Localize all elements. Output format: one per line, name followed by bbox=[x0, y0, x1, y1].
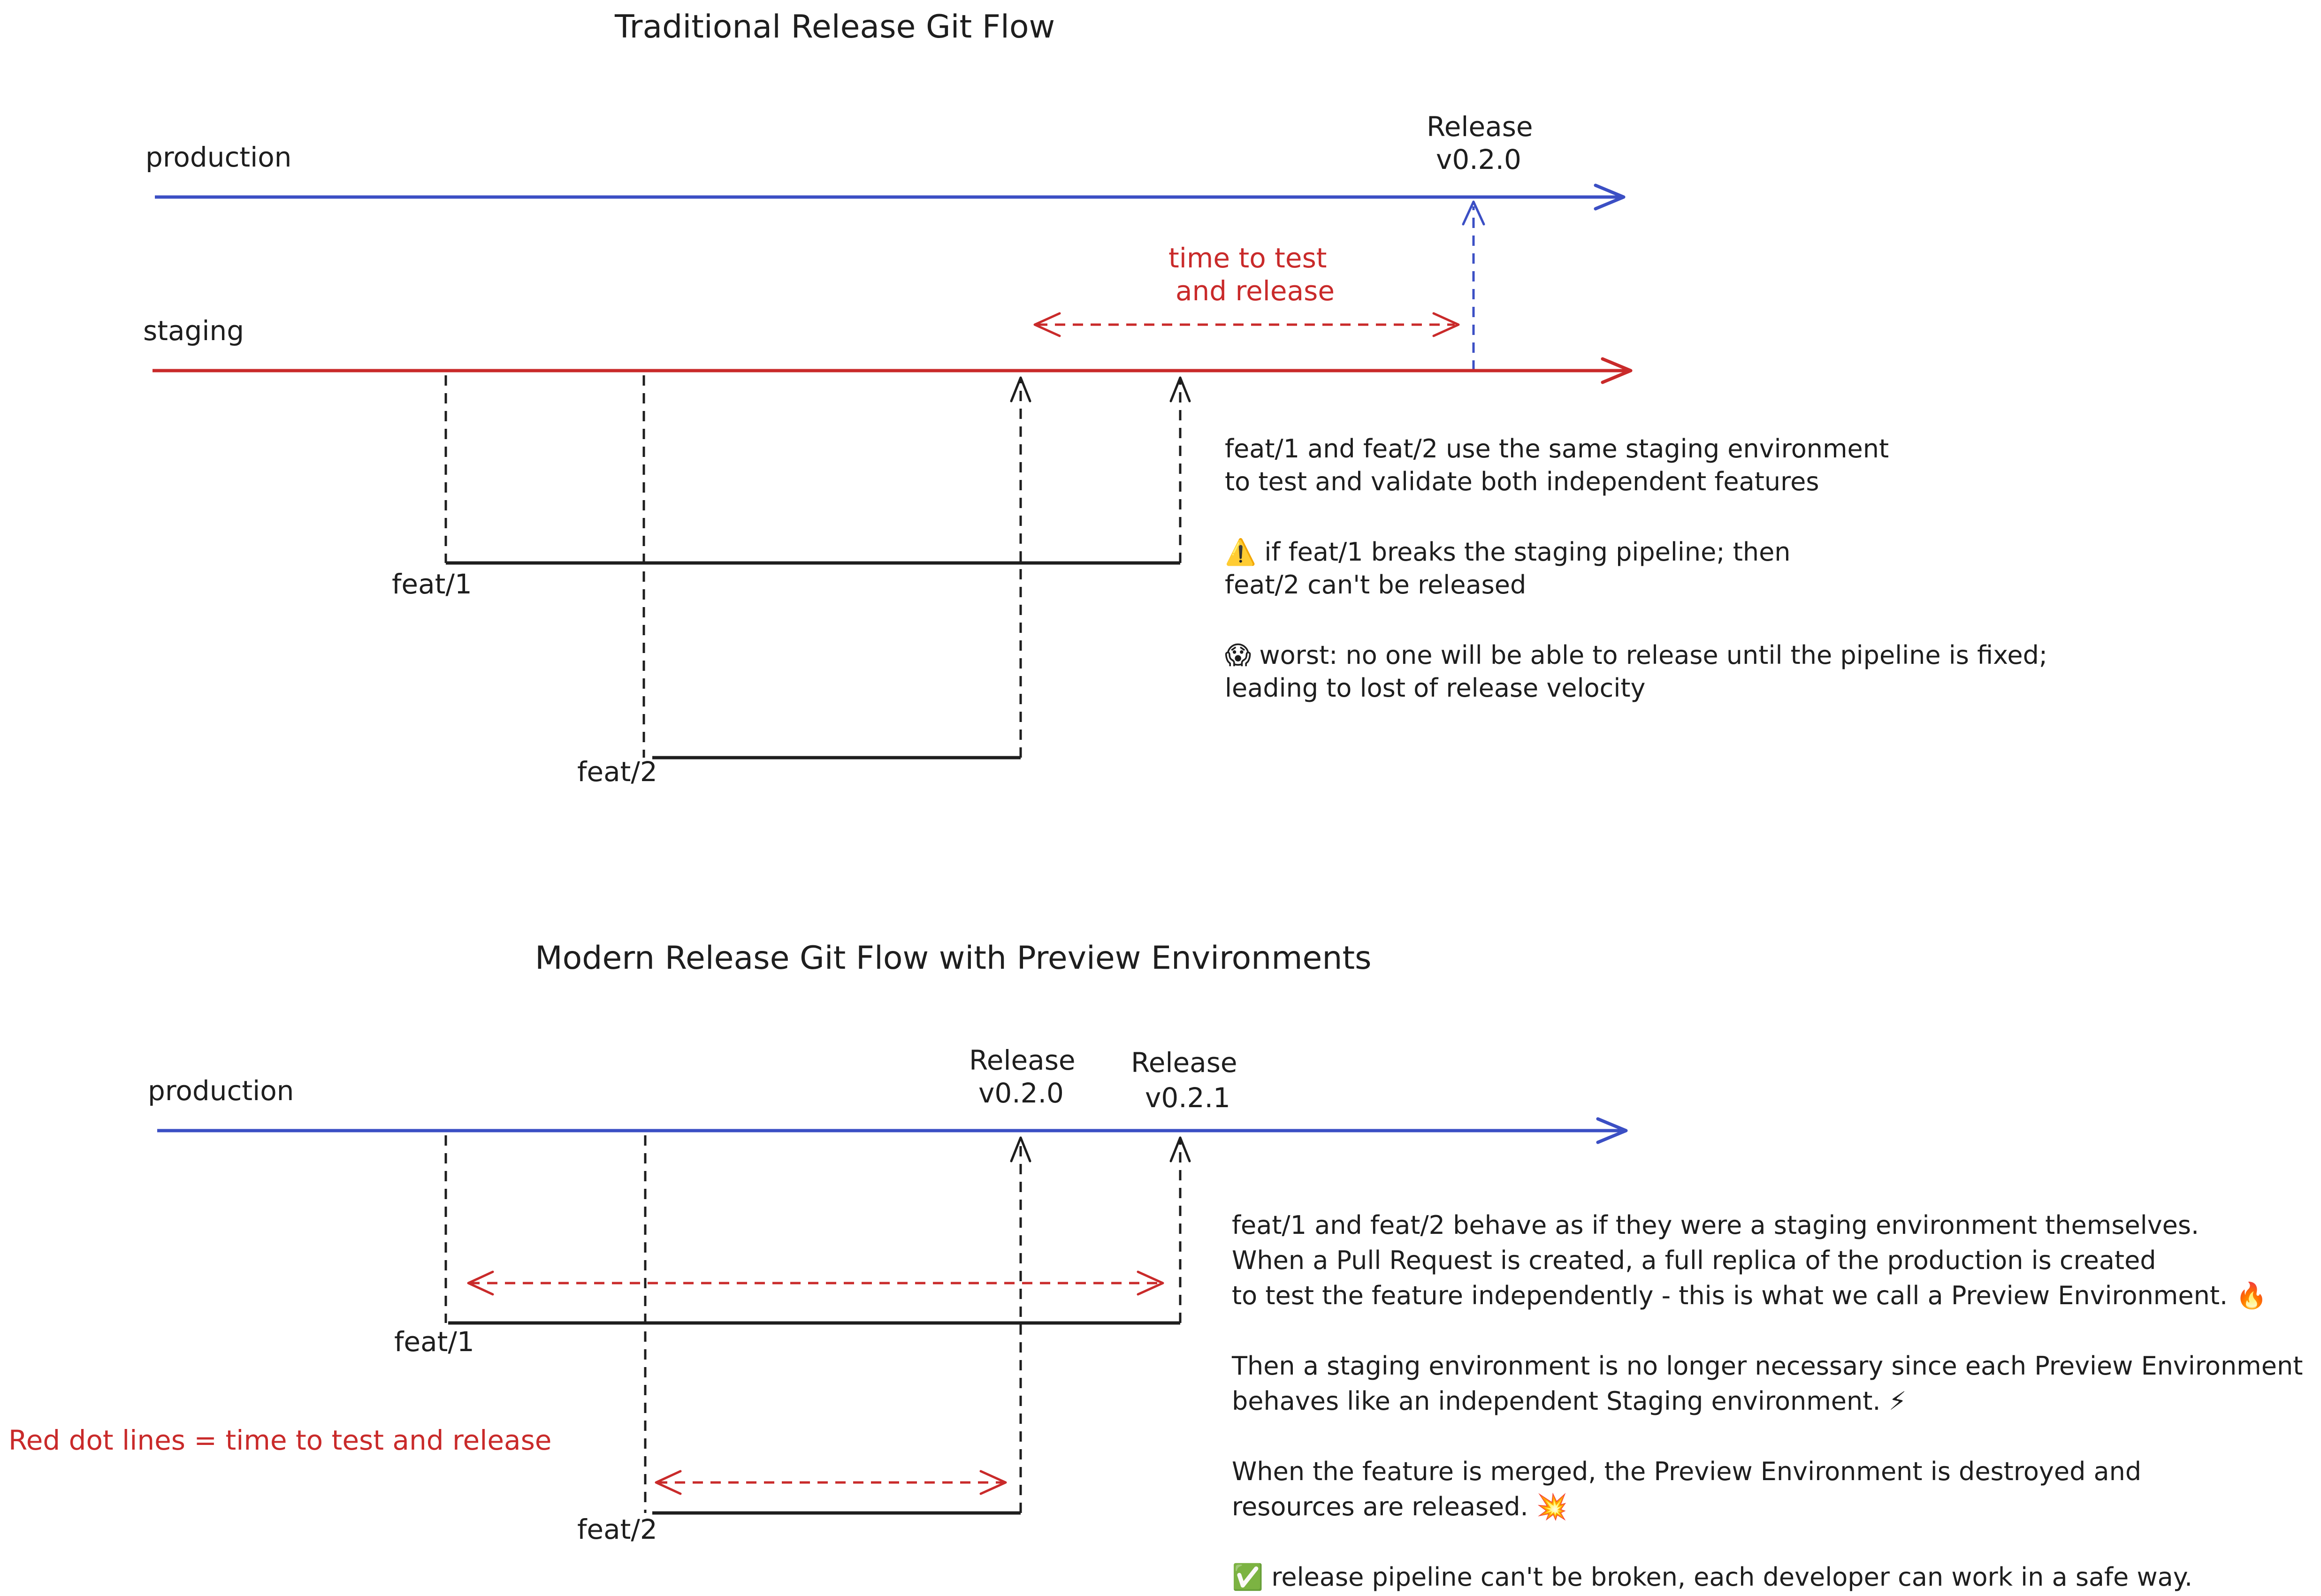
bottom-release1-label-1: Release bbox=[969, 1044, 1076, 1076]
top-note-line-2: to test and validate both independent features bbox=[1225, 467, 1819, 496]
bottom-feat2-label: feat/2 bbox=[577, 1513, 657, 1545]
top-note-line-1: feat/1 and feat/2 use the same staging environment bbox=[1225, 434, 1889, 464]
top-feat1-label: feat/1 bbox=[392, 568, 472, 600]
bottom-note-line-3: to test the feature independently - this is what we call a Preview Environment. 🔥 bbox=[1232, 1281, 2268, 1310]
top-note-line-4: feat/2 can't be released bbox=[1225, 570, 1527, 600]
bottom-release2-label-1: Release bbox=[1131, 1047, 1237, 1079]
bottom-title: Modern Release Git Flow with Preview Environments bbox=[535, 940, 1372, 977]
bottom-release2-label-2: v0.2.1 bbox=[1145, 1082, 1230, 1114]
top-note-line-6: leading to lost of release velocity bbox=[1225, 673, 1646, 703]
bottom-release1-label-2: v0.2.0 bbox=[978, 1077, 1064, 1109]
top-title: Traditional Release Git Flow bbox=[615, 8, 1055, 46]
top-note-line-3: ⚠️ if feat/1 breaks the staging pipeline; then bbox=[1225, 537, 1791, 567]
top-note-line-5: 😱 worst: no one will be able to release until the pipeline is fixed; bbox=[1225, 640, 2048, 670]
top-staging-label: staging bbox=[143, 315, 244, 347]
bottom-feat1-label: feat/1 bbox=[394, 1326, 474, 1358]
bottom-note-line-5: behaves like an independent Staging environment. ⚡ bbox=[1232, 1386, 1907, 1416]
top-feat2-label: feat/2 bbox=[577, 756, 657, 788]
bottom-note-line-1: feat/1 and feat/2 behave as if they were a staging environment themselves. bbox=[1232, 1210, 2199, 1240]
legend-red-dot-lines: Red dot lines = time to test and release bbox=[8, 1424, 552, 1456]
bottom-note-line-8: ✅ release pipeline can't be broken, each developer can work in a safe way. bbox=[1232, 1562, 2193, 1592]
top-time-label-1: time to test bbox=[1168, 242, 1327, 274]
bottom-note-line-4: Then a staging environment is no longer necessary since each Preview Environment bbox=[1232, 1351, 2303, 1381]
top-release-label-1: Release bbox=[1427, 111, 1533, 143]
top-time-label-2: and release bbox=[1176, 275, 1335, 307]
bottom-production-label: production bbox=[148, 1075, 294, 1107]
bottom-note-line-2: When a Pull Request is created, a full replica of the production is created bbox=[1232, 1246, 2156, 1275]
top-release-label-2: v0.2.0 bbox=[1436, 144, 1521, 175]
bottom-note-line-7: resources are released. 💥 bbox=[1232, 1492, 1568, 1521]
bottom-note-line-6: When the feature is merged, the Preview Environment is destroyed and bbox=[1232, 1457, 2142, 1486]
top-production-label: production bbox=[145, 141, 292, 173]
